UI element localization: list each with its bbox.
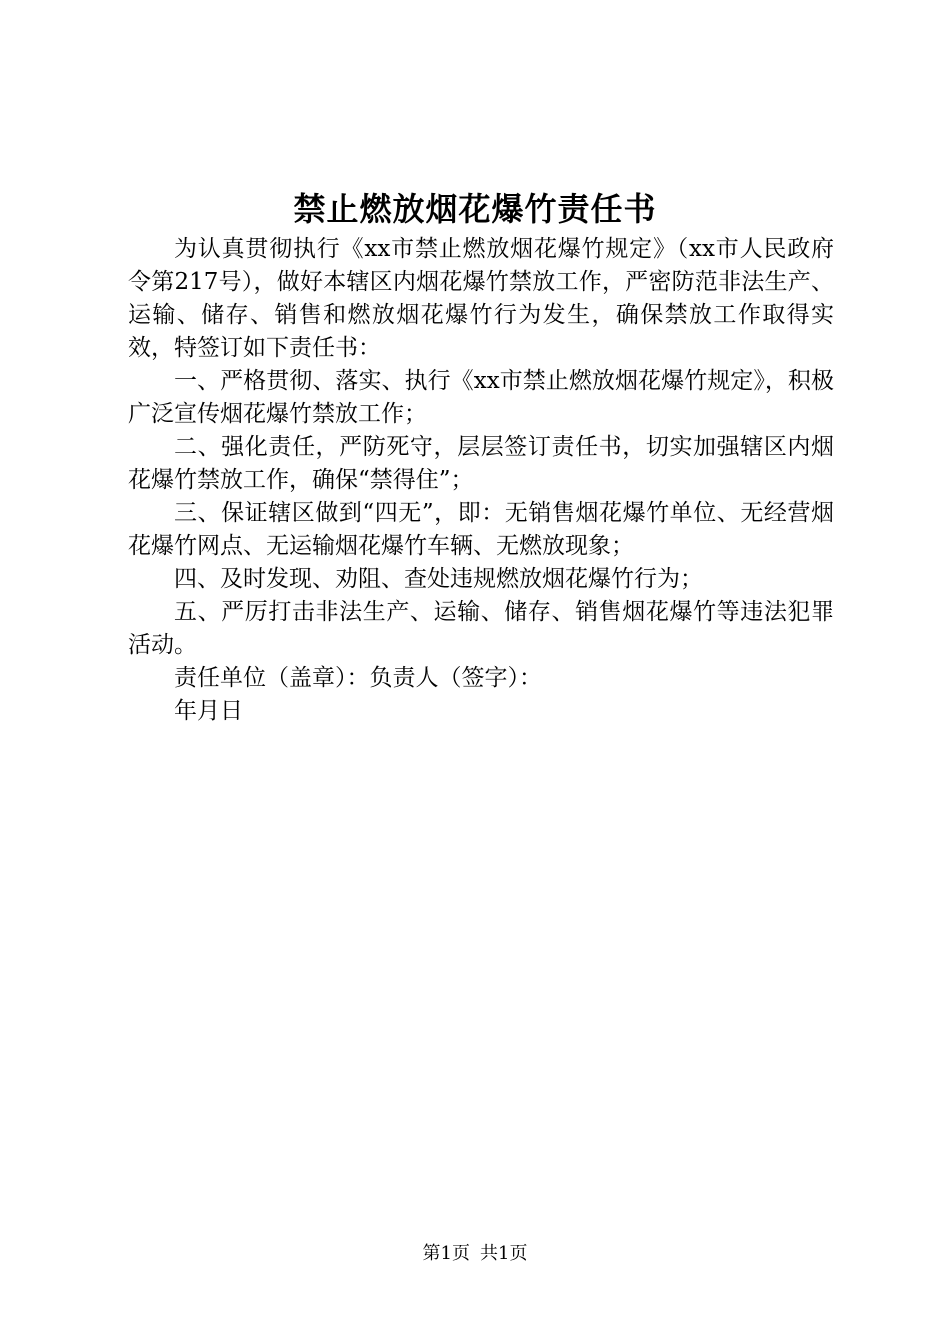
document-body xyxy=(128,233,834,728)
signature-line: 责任单位（盖章）：负责人（签字）： xyxy=(174,665,542,691)
clause-2: 二、强化责任，严防死守，层层签订责任书，切实加强辖区内烟花爆竹禁放工作，确保“禁得住”； xyxy=(128,434,834,493)
page-number-total: 共1页 xyxy=(480,1243,528,1264)
clause-5: 五、严厉打击非法生产、运输、储存、销售烟花爆竹等违法犯罪活动。 xyxy=(128,599,834,658)
intro-paragraph: 为认真贯彻执行《xx市禁止燃放烟花爆竹规定》（xx市人民政府令第217号），做好本辖区内烟花爆竹禁放工作，严密防范非法生产、运输、储存、销售和燃放烟花爆竹行为发生，确保禁放工作取得实效，特签订如下责任书： xyxy=(128,236,834,361)
page-title: 禁止燃放烟花爆竹责任书 xyxy=(293,190,657,228)
clause-1: 一、严格贯彻、落实、执行《xx市禁止燃放烟花爆竹规定》，积极广泛宣传烟花爆竹禁放工作； xyxy=(128,368,834,427)
date-line: 年月日 xyxy=(174,698,243,724)
page-footer xyxy=(0,1240,950,1268)
clause-4: 四、及时发现、劝阻、查处违规燃放烟花爆竹行为； xyxy=(174,566,703,592)
page-number-current: 第1页 xyxy=(422,1243,470,1264)
clause-3: 三、保证辖区做到“四无”，即：无销售烟花爆竹单位、无经营烟花爆竹网点、无运输烟花爆竹车辆、无燃放现象； xyxy=(128,500,834,559)
